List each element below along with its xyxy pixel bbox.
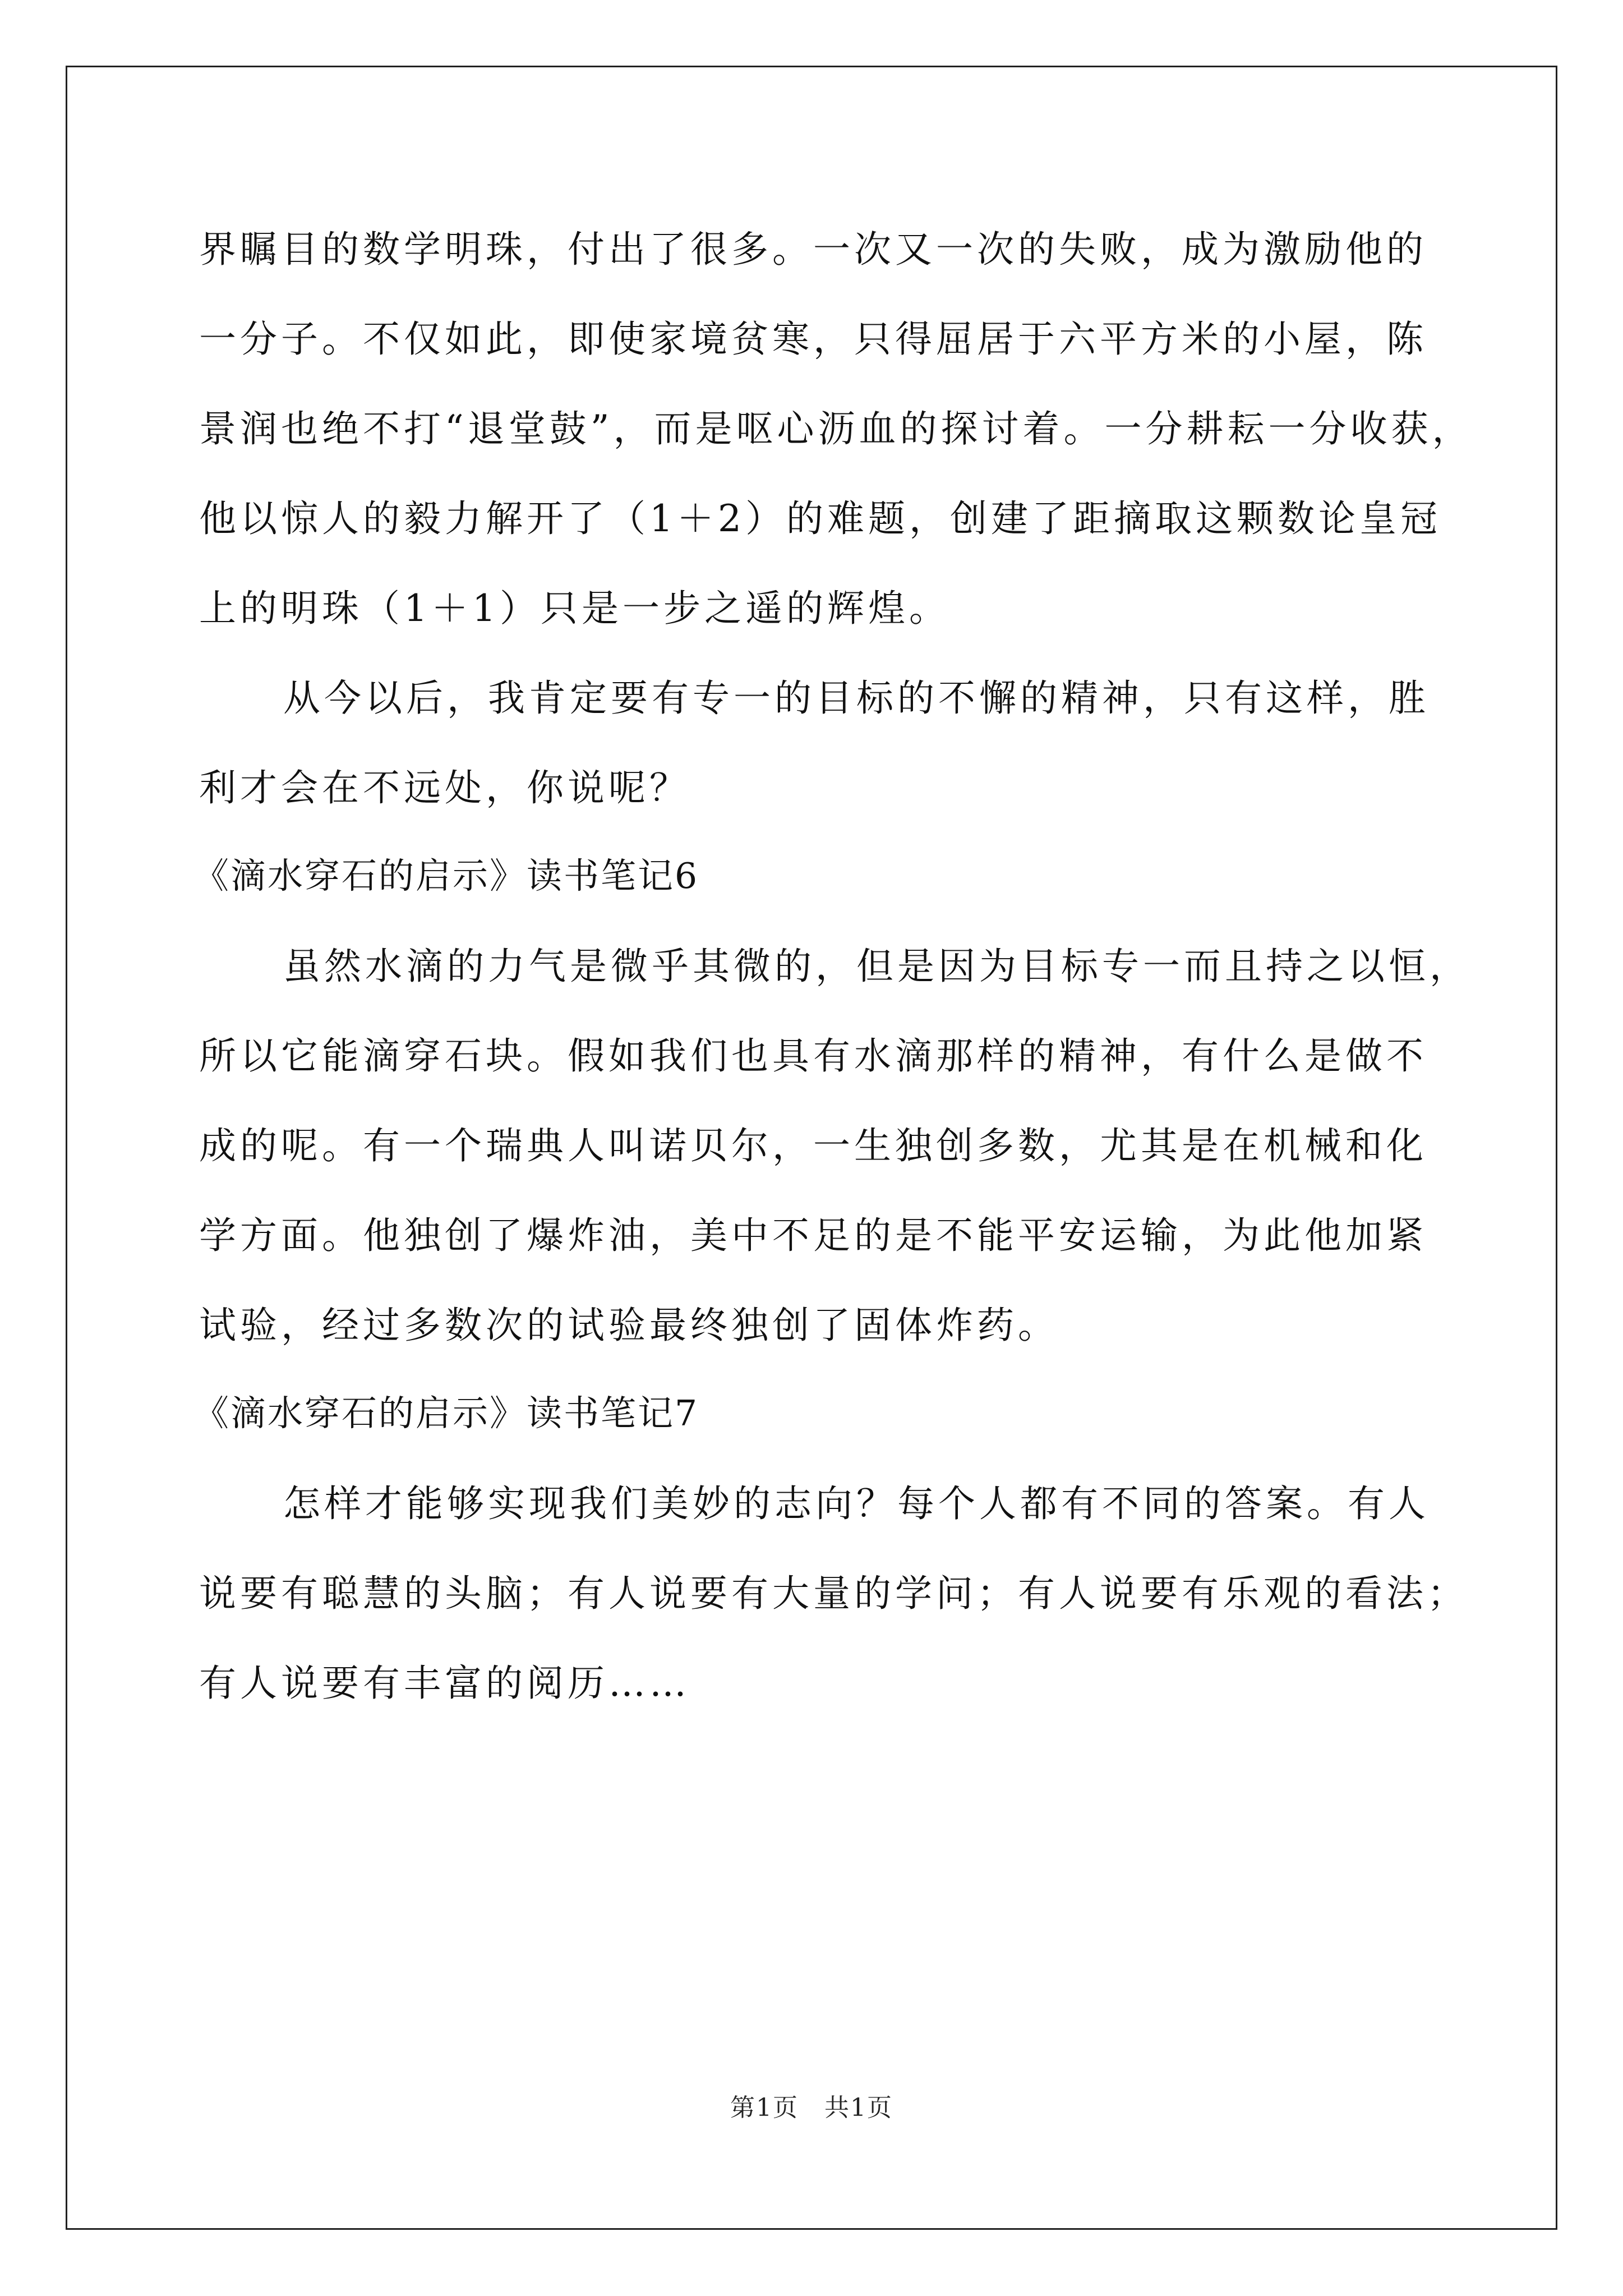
text-line: 一分子。不仅如此，即使家境贫寒，只得屈居于六平方米的小屋，陈 — [199, 318, 1427, 361]
text-line: 试验，经过多数次的试验最终独创了固体炸药。 — [199, 1304, 1059, 1347]
text-line: 有人说要有丰富的阅历…… — [199, 1662, 690, 1705]
text-line: 说要有聪慧的头脑；有人说要有大量的学问；有人说要有乐观的看法； — [199, 1572, 1468, 1615]
page-footer: 第1页 共1页 — [730, 2093, 893, 2122]
section-heading: 《滴水穿石的启示》读书笔记6 — [193, 855, 699, 896]
text-line: 成的呢。有一个瑞典人叫诺贝尔，一生独创多数，尤其是在机械和化 — [199, 1124, 1427, 1167]
text-line: 景润也绝不打“退堂鼓”，而是呕心沥血的探讨着。一分耕耘一分收获， — [199, 407, 1473, 450]
text-line: 界瞩目的数学明珠，付出了很多。一次又一次的失败，成为激励他的 — [199, 228, 1427, 271]
text-line: 所以它能滴穿石块。假如我们也具有水滴那样的精神，有什么是做不 — [199, 1034, 1427, 1078]
text-line: 从今以后，我肯定要有专一的目标的不懈的精神，只有这样，胜 — [283, 677, 1430, 720]
text-line: 怎样才能够实现我们美妙的志向？每个人都有不同的答案。有人 — [283, 1482, 1430, 1525]
section-heading: 《滴水穿石的启示》读书笔记7 — [193, 1393, 699, 1434]
text-line: 虽然水滴的力气是微乎其微的，但是因为目标专一而且持之以恒， — [283, 945, 1470, 988]
text-line: 上的明珠（1＋1）只是一步之遥的辉煌。 — [199, 587, 950, 630]
text-line: 利才会在不远处，你说呢？ — [199, 766, 690, 809]
text-line: 学方面。他独创了爆炸油，美中不足的是不能平安运输，为此他加紧 — [199, 1214, 1427, 1257]
text-line: 他以惊人的毅力解开了（1＋2）的难题，创建了距摘取这颗数论皇冠 — [199, 497, 1441, 540]
